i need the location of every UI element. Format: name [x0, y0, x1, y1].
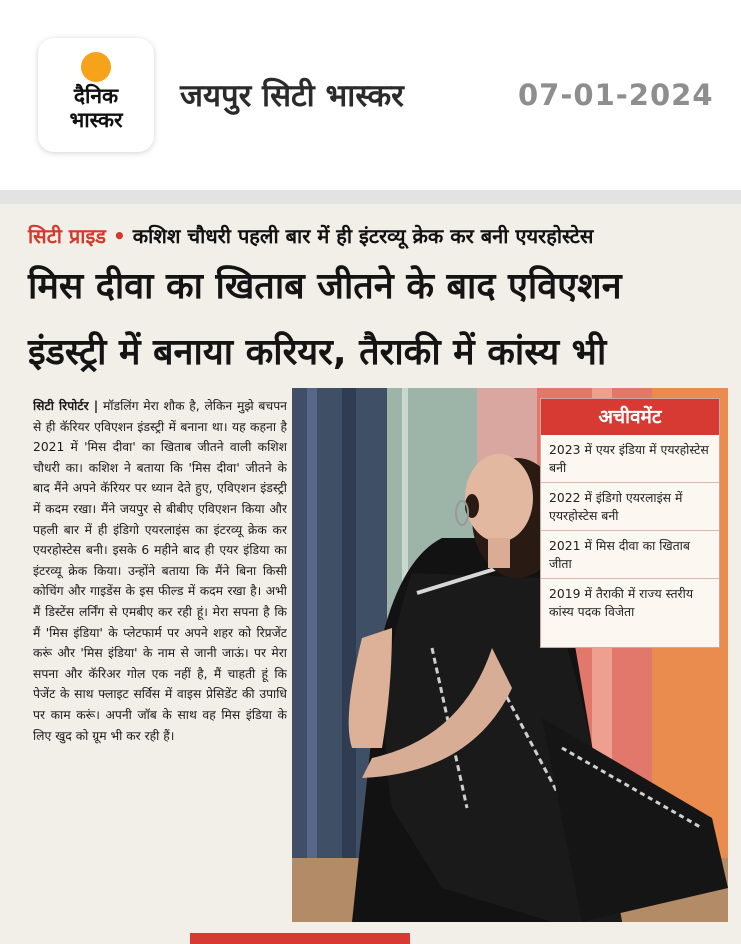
achievement-item: 2019 में तैराकी में राज्य स्तरीय कांस्य पदक विजेता	[549, 586, 694, 619]
headline-line1: मिस दीवा का खिताब जीतने के बाद एविएशन	[28, 266, 622, 307]
sun-icon	[81, 52, 111, 82]
edition-title: जयपुर सिटी भास्कर	[180, 78, 404, 114]
logo-text-line1: दैनिक	[73, 84, 119, 108]
byline: सिटी रिपोर्टर |	[33, 399, 99, 413]
strap-text: कशिश चौधरी पहली बार में ही इंटरव्यू क्रेक कर बनी एयरहोस्टेस	[132, 224, 594, 248]
dainik-bhaskar-logo[interactable]	[38, 38, 154, 152]
article-text: मॉडलिंग मेरा शौक है, लेकिन मुझे बचपन से ही कॅरियर एविएशन इंडस्ट्री में बनाना था। यह कहना है 2021 में 'मिस दीवा' का खिताब जीतने वाली कशिश चौधरी का। कशिश ने बताया कि 'मिस दीवा' जीतने के बाद मैंने अपने कॅरियर पर ध्यान देते हुए, एविएशन इंडस्ट्री में कदम रखा। मैंने जयपुर से बीबीए एविएशन किया और पहली बार में ही इंडिगो एयरलाइंस का इंटरव्यू क्रेक कर एयरहोस्टेस बनी। इसके 6 महीने बाद ही एयर इंडिया का इंटरव्यू क्रेक किया। उन्होंने बताया कि मैंने बिना किसी कोचिंग और गाइडेंस के इस फील्ड में कदम रखा है। अभी मैं डिस्टेंस लर्निंग से एमबीए कर रही हूं। मेरा सपना है कि मैं 'मिस इंडिया' के प्लेटफार्म पर अपने शहर को रिप्रजेंट करूं और 'मिस इंडिया' के नाम से जानी जाऊं। पर मेरा सपना और कॅरिअर गोल एक नहीं है, मैं चाहती हूं कि पेजेंट के साथ फ्लाइट सर्विस में वाइस प्रेसिडेंट की उपाधि पर काम करूं। अपनी जॉब के साथ वह मिस इंडिया के लिए खुद को ग्रूम भी कर रही हैं।	[33, 399, 287, 743]
achievement-item: 2022 में इंडिगो एयरलाइंस में एयरहोस्टेस बनी	[541, 483, 719, 531]
bullet-icon: •	[106, 224, 133, 248]
headline-line2: इंडस्ट्री में बनाया करियर, तैराकी में कांस्य भी	[28, 332, 607, 373]
article-body	[33, 396, 287, 926]
edition-date: 07-01-2024	[518, 78, 714, 112]
achievement-item: 2021 में मिस दीवा का खिताब जीता	[541, 531, 719, 579]
achievements-box	[540, 398, 720, 648]
section-divider	[0, 190, 741, 204]
achievements-title: अचीवमेंट	[541, 399, 719, 435]
next-section-banner	[190, 933, 410, 944]
achievement-item: 2023 में एयर इंडिया में एयरहोस्टेस बनी	[541, 435, 719, 483]
logo-text-line2: भास्कर	[69, 108, 123, 132]
strap-tag: सिटी प्राइड	[28, 224, 107, 248]
article-strapline	[28, 222, 593, 249]
app-header	[0, 0, 741, 190]
